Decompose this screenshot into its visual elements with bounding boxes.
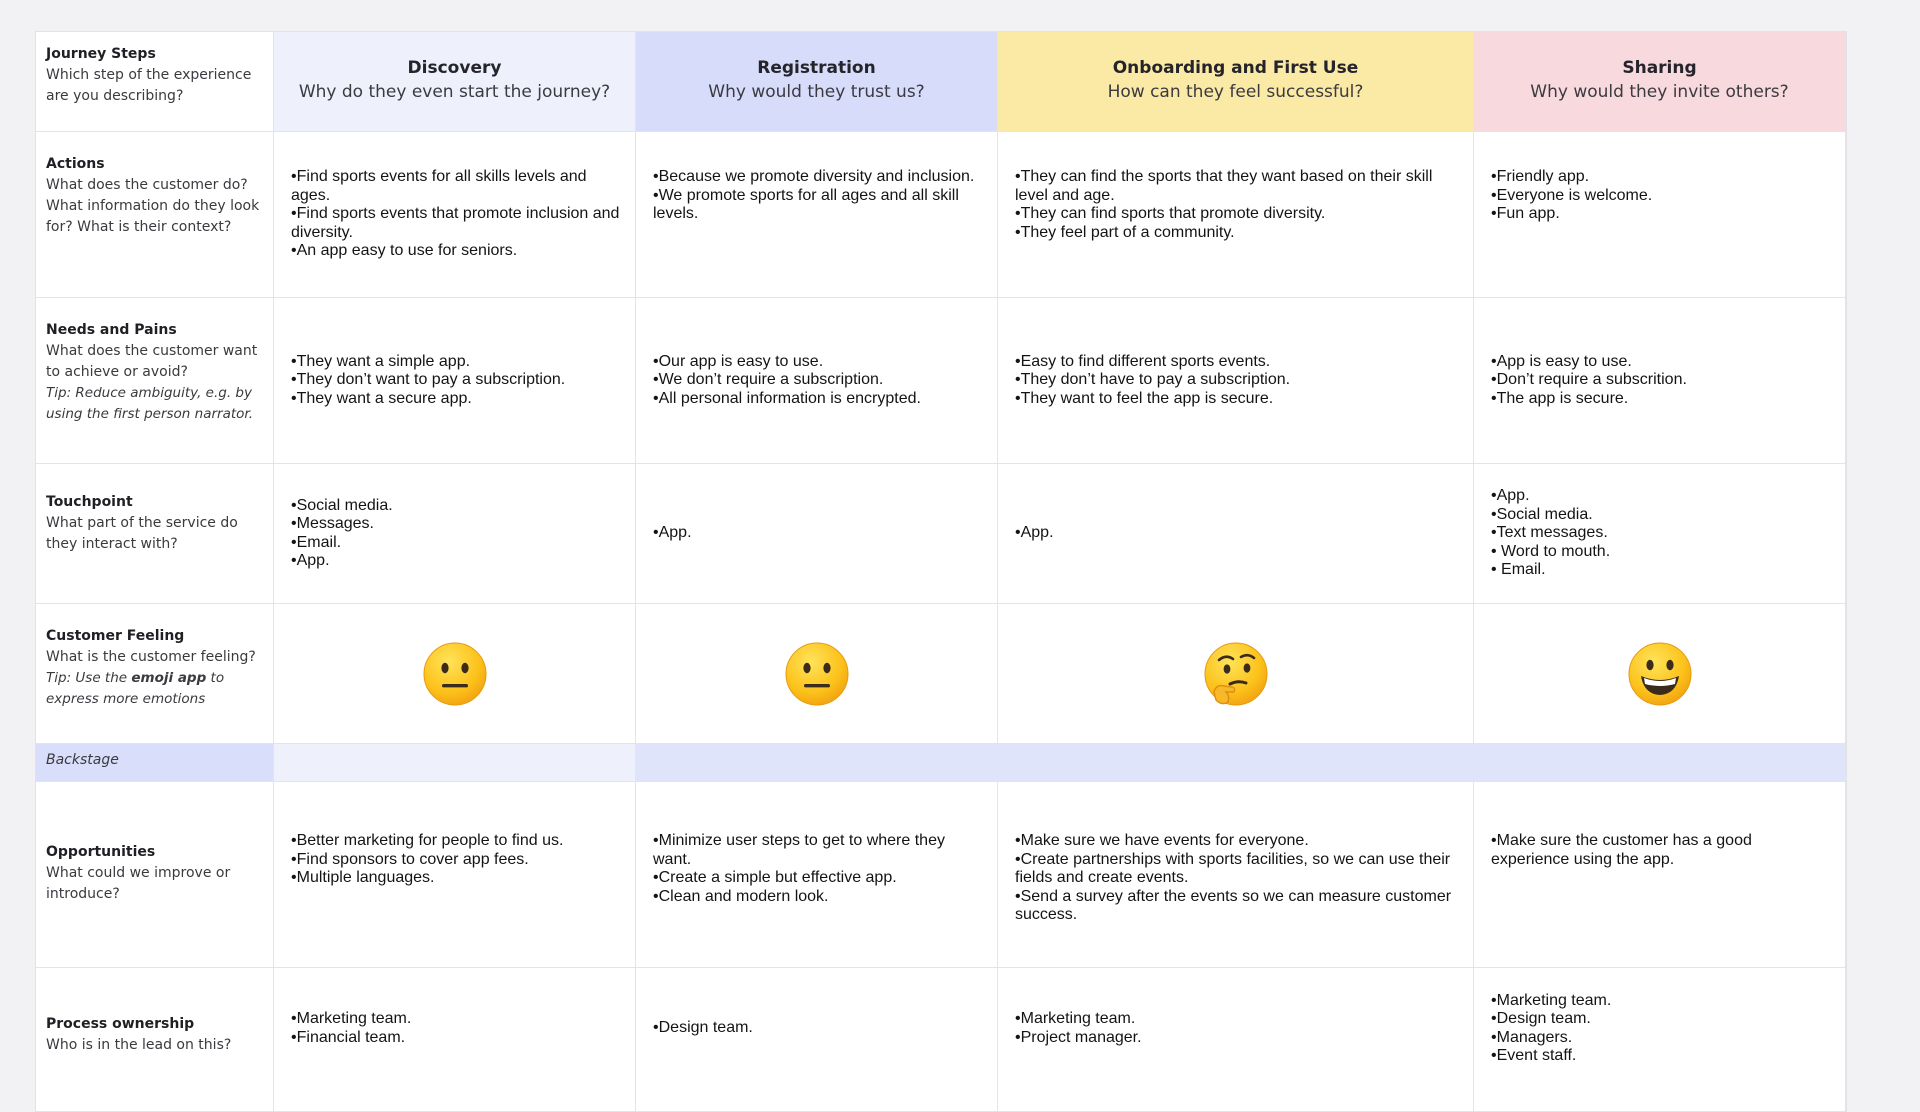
list-item: • Social media. bbox=[291, 497, 393, 516]
bullet-list bbox=[653, 1019, 753, 1038]
list-item: • Find sponsors to cover app fees. bbox=[291, 851, 563, 870]
label-tip bbox=[46, 668, 263, 710]
needs-cell-registration[interactable] bbox=[636, 298, 998, 464]
feeling-cell-discovery[interactable] bbox=[274, 604, 636, 744]
label-title: Journey Steps bbox=[46, 46, 156, 62]
stage-subtitle: Why would they invite others? bbox=[1530, 82, 1789, 102]
needs-cell-discovery[interactable] bbox=[274, 298, 636, 464]
list-item: • They can find sports that promote diversity. bbox=[1015, 205, 1459, 224]
list-item: • They feel part of a community. bbox=[1015, 224, 1459, 243]
stage-header-discovery[interactable] bbox=[274, 32, 636, 132]
list-item: • Clean and modern look. bbox=[653, 888, 983, 907]
list-item: • Project manager. bbox=[1015, 1029, 1142, 1048]
bullet-list bbox=[1491, 832, 1831, 869]
bullet-list bbox=[1015, 353, 1290, 409]
label-actions[interactable] bbox=[36, 132, 274, 298]
stage-header-onboarding[interactable] bbox=[998, 32, 1474, 132]
list-item: • They want a secure app. bbox=[291, 390, 565, 409]
needs-cell-onboarding[interactable] bbox=[998, 298, 1474, 464]
list-item: • Multiple languages. bbox=[291, 869, 563, 888]
list-item: • Find sports events for all skills levels and ages. bbox=[291, 168, 621, 205]
label-title: Process ownership bbox=[46, 1016, 195, 1032]
list-item: • App. bbox=[653, 524, 692, 543]
ownership-cell-discovery[interactable] bbox=[274, 968, 636, 1112]
stage-header-sharing[interactable] bbox=[1474, 32, 1846, 132]
ownership-cell-sharing[interactable] bbox=[1474, 968, 1846, 1112]
list-item: • Messages. bbox=[291, 515, 393, 534]
neutral-face-emoji bbox=[783, 640, 851, 708]
label-needs-and-pains[interactable] bbox=[36, 298, 274, 464]
label-touchpoint[interactable] bbox=[36, 464, 274, 604]
actions-cell-discovery[interactable] bbox=[274, 132, 636, 298]
list-item: • Because we promote diversity and inclusion. bbox=[653, 168, 983, 187]
list-item: • We don’t require a subscription. bbox=[653, 371, 921, 390]
label-question: What could we improve or introduce? bbox=[46, 865, 231, 902]
stage-title: Registration bbox=[757, 58, 876, 78]
opportunities-cell-discovery[interactable] bbox=[274, 782, 636, 968]
list-item: • An app easy to use for seniors. bbox=[291, 242, 621, 261]
list-item: • We promote sports for all ages and all skill levels. bbox=[653, 187, 983, 224]
label-opportunities[interactable] bbox=[36, 782, 274, 968]
label-title: Touchpoint bbox=[46, 494, 133, 510]
list-item: • They don’t have to pay a subscription. bbox=[1015, 371, 1290, 390]
bullet-list bbox=[1015, 1010, 1142, 1047]
label-title: Needs and Pains bbox=[46, 322, 177, 338]
touchpoint-cell-registration[interactable] bbox=[636, 464, 998, 604]
bullet-list bbox=[1491, 992, 1611, 1066]
list-item: • Marketing team. bbox=[1491, 992, 1611, 1011]
label-title: Actions bbox=[46, 156, 105, 172]
list-item: • Financial team. bbox=[291, 1029, 411, 1048]
tip-suffix: to express more emotions bbox=[46, 670, 225, 707]
opportunities-cell-onboarding[interactable] bbox=[998, 782, 1474, 968]
label-question: What does the customer want to achieve or avoid? bbox=[46, 343, 258, 380]
label-process-ownership[interactable] bbox=[36, 968, 274, 1112]
list-item: • Event staff. bbox=[1491, 1047, 1611, 1066]
feeling-cell-registration[interactable] bbox=[636, 604, 998, 744]
bullet-list bbox=[653, 168, 983, 224]
list-item: • Everyone is welcome. bbox=[1491, 187, 1652, 206]
bullet-list bbox=[1015, 524, 1054, 543]
bullet-list bbox=[653, 524, 692, 543]
bullet-list bbox=[653, 832, 983, 906]
list-item: • Managers. bbox=[1491, 1029, 1611, 1048]
stage-subtitle: Why do they even start the journey? bbox=[298, 82, 611, 102]
actions-cell-sharing[interactable] bbox=[1474, 132, 1846, 298]
actions-cell-registration[interactable] bbox=[636, 132, 998, 298]
list-item: • They want a simple app. bbox=[291, 353, 565, 372]
list-item: • App. bbox=[291, 552, 393, 571]
list-item: • Minimize user steps to get to where they want. bbox=[653, 832, 983, 869]
touchpoint-cell-onboarding[interactable] bbox=[998, 464, 1474, 604]
list-item: • Design team. bbox=[653, 1019, 753, 1038]
list-item: • They want to feel the app is secure. bbox=[1015, 390, 1290, 409]
label-question: What is the customer feeling? bbox=[46, 649, 256, 665]
ownership-cell-onboarding[interactable] bbox=[998, 968, 1474, 1112]
tip-emoji-app: emoji app bbox=[131, 670, 207, 686]
grinning-face-emoji bbox=[1626, 640, 1694, 708]
actions-cell-onboarding[interactable] bbox=[998, 132, 1474, 298]
bullet-list bbox=[1015, 168, 1459, 242]
list-item: • Make sure we have events for everyone. bbox=[1015, 832, 1459, 851]
stage-subtitle: Why would they trust us? bbox=[708, 82, 925, 102]
list-item: • Send a survey after the events so we can measure customer success. bbox=[1015, 888, 1459, 925]
list-item: • All personal information is encrypted. bbox=[653, 390, 921, 409]
stage-title: Onboarding and First Use bbox=[1112, 58, 1359, 78]
bullet-list bbox=[291, 497, 393, 571]
ownership-cell-registration[interactable] bbox=[636, 968, 998, 1112]
bullet-list bbox=[1015, 832, 1459, 925]
thinking-face-emoji bbox=[1202, 640, 1270, 708]
list-item: • Easy to find different sports events. bbox=[1015, 353, 1290, 372]
label-customer-feeling[interactable] bbox=[36, 604, 274, 744]
opportunities-cell-registration[interactable] bbox=[636, 782, 998, 968]
list-item: • App. bbox=[1015, 524, 1054, 543]
list-item: • Find sports events that promote inclusion and diversity. bbox=[291, 205, 621, 242]
feeling-cell-sharing[interactable] bbox=[1474, 604, 1846, 744]
bullet-list bbox=[1491, 353, 1687, 409]
list-item: • Text messages. bbox=[1491, 524, 1610, 543]
label-question: What part of the service do they interact with? bbox=[46, 515, 238, 552]
list-item: • Email. bbox=[1491, 561, 1610, 580]
label-journey-steps[interactable] bbox=[36, 32, 274, 132]
feeling-cell-onboarding[interactable] bbox=[998, 604, 1474, 744]
stage-header-registration[interactable] bbox=[636, 32, 998, 132]
label-backstage[interactable]: Backstage bbox=[36, 744, 274, 782]
stage-subtitle: How can they feel successful? bbox=[1107, 82, 1364, 102]
bullet-list bbox=[291, 1010, 411, 1047]
list-item: • Make sure the customer has a good experience using the app. bbox=[1491, 832, 1831, 869]
list-item: • They can find the sports that they want based on their skill level and age. bbox=[1015, 168, 1459, 205]
list-item: • Friendly app. bbox=[1491, 168, 1652, 187]
label-question: Which step of the experience are you describing? bbox=[46, 67, 252, 104]
list-item: • Design team. bbox=[1491, 1010, 1611, 1029]
backstage-cell-onboarding[interactable] bbox=[998, 744, 1474, 782]
bullet-list bbox=[653, 353, 921, 409]
label-tip: Tip: Reduce ambiguity, e.g. by using the first person narrator. bbox=[46, 385, 254, 422]
list-item: • Email. bbox=[291, 534, 393, 553]
list-item: • Marketing team. bbox=[291, 1010, 411, 1029]
stage-title: Sharing bbox=[1622, 58, 1697, 78]
list-item: • Better marketing for people to find us. bbox=[291, 832, 563, 851]
neutral-face-emoji bbox=[421, 640, 489, 708]
list-item: • Fun app. bbox=[1491, 205, 1652, 224]
label-question: Who is in the lead on this? bbox=[46, 1037, 232, 1053]
list-item: • App. bbox=[1491, 487, 1610, 506]
list-item: • Our app is easy to use. bbox=[653, 353, 921, 372]
bullet-list bbox=[291, 168, 621, 261]
bullet-list bbox=[1491, 168, 1652, 224]
opportunities-cell-sharing[interactable] bbox=[1474, 782, 1846, 968]
label-question: What does the customer do? What information do they look for? What is their context? bbox=[46, 177, 260, 235]
needs-cell-sharing[interactable] bbox=[1474, 298, 1846, 464]
bullet-list bbox=[1491, 487, 1610, 580]
bullet-list bbox=[291, 832, 563, 888]
tip-prefix: Tip: Use the bbox=[46, 670, 132, 686]
list-item: • Word to mouth. bbox=[1491, 543, 1610, 562]
list-item: • Create partnerships with sports facilities, so we can use their fields and create events. bbox=[1015, 851, 1459, 888]
list-item: • Social media. bbox=[1491, 506, 1610, 525]
journey-map-board bbox=[36, 32, 1846, 1112]
label-title: Opportunities bbox=[46, 844, 156, 860]
backstage-cell-discovery[interactable] bbox=[274, 744, 636, 782]
backstage-cell-registration[interactable] bbox=[636, 744, 998, 782]
list-item: • The app is secure. bbox=[1491, 390, 1687, 409]
stage-title: Discovery bbox=[407, 58, 502, 78]
label-title: Customer Feeling bbox=[46, 628, 185, 644]
backstage-cell-sharing[interactable] bbox=[1474, 744, 1846, 782]
touchpoint-cell-sharing[interactable] bbox=[1474, 464, 1846, 604]
list-item: • Create a simple but effective app. bbox=[653, 869, 983, 888]
list-item: • They don’t want to pay a subscription. bbox=[291, 371, 565, 390]
list-item: • Marketing team. bbox=[1015, 1010, 1142, 1029]
bullet-list bbox=[291, 353, 565, 409]
list-item: • Don’t require a subscrition. bbox=[1491, 371, 1687, 390]
list-item: • App is easy to use. bbox=[1491, 353, 1687, 372]
touchpoint-cell-discovery[interactable] bbox=[274, 464, 636, 604]
